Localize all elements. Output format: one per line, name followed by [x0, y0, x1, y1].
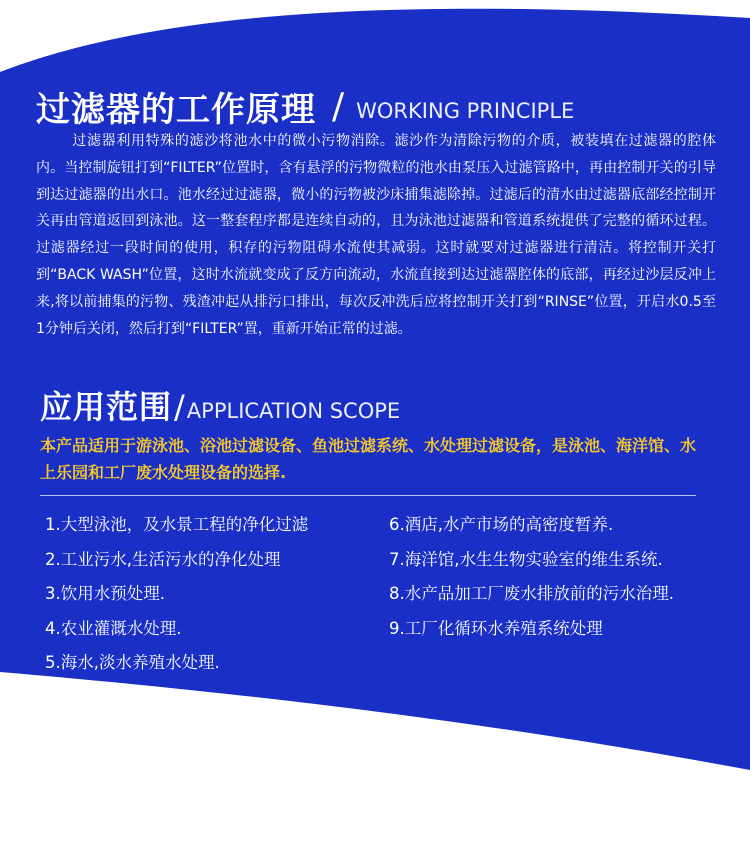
application-item: 6.酒店,水产市场的高密度暂养.: [389, 515, 614, 534]
application-item: 4.农业灌溉水处理.: [45, 618, 182, 638]
working-principle-subtitle: WORKING PRINCIPLE: [356, 98, 575, 123]
application-item: 8.水产品加工厂废水排放前的污水治理.: [389, 584, 674, 603]
application-scope-subtitle: APPLICATION SCOPE: [186, 399, 401, 423]
application-scope-header: [40, 382, 400, 428]
working-principle-title: 过滤器的工作原理: [36, 90, 316, 130]
application-list-right: [389, 508, 734, 646]
application-item: 5.海水,淡水养殖水处理.: [45, 653, 220, 672]
title-slash: /: [174, 388, 185, 426]
working-principle-body: 过滤器利用特殊的滤沙将池水中的微小污物消除。滤沙作为清除污物的介质，被装填在过滤器的腔体内。当控制旋钮打到“FILTER”位置时，含有悬浮的污物微粒的池水由泵压入过滤管路中，再由控制开关的引导到达过滤器的出水口。池水经过过滤器，微小的污物被沙床捕集滤除掉。过滤后的清水由过滤器底部经控制开关再由管道返回到泳池。这一整套程序都是连续自动的，且为泳池过滤器和管道系统提供了完整的循环过程。过滤器经过一段时间的使用，积存的污物阻碍水流使其减弱。这时就要对过滤器进行清洁。将控制开关打到“BACK WASH”位置，这时水流就变成了反方向流动，水流直接到达过滤器腔体的底部，再经过沙层反冲上来,将以前捕集的污物、残渣冲起从排污口排出，每次反冲洗后应将控制开关打到“RINSE”位置，开启水0.5至1分钟后关闭，然后打到“FILTER”置，重新开始正常的过滤。: [36, 133, 716, 337]
application-list-left: [45, 508, 375, 681]
application-scope-title: 应用范围: [40, 388, 173, 426]
working-principle-header: [36, 82, 574, 131]
application-item: 1.大型泳池，及水景工程的净化过滤: [45, 515, 309, 534]
application-item: 9.工厂化循环水养殖系统处理: [389, 618, 603, 638]
title-slash: /: [332, 86, 345, 127]
application-item: 7.海洋馆,水生生物实验室的维生系统.: [389, 549, 663, 569]
application-highlight-text: 本产品适用于游泳池、浴池过滤设备、鱼池过滤系统、水处理过滤设备，是泳池、海洋馆、水上乐园和工厂废水处理设备的选择.: [40, 436, 697, 482]
application-item: 3.饮用水预处理.: [45, 584, 165, 603]
section-divider: [40, 495, 696, 496]
application-item: 2.工业污水,生活污水的净化处理: [45, 549, 281, 569]
